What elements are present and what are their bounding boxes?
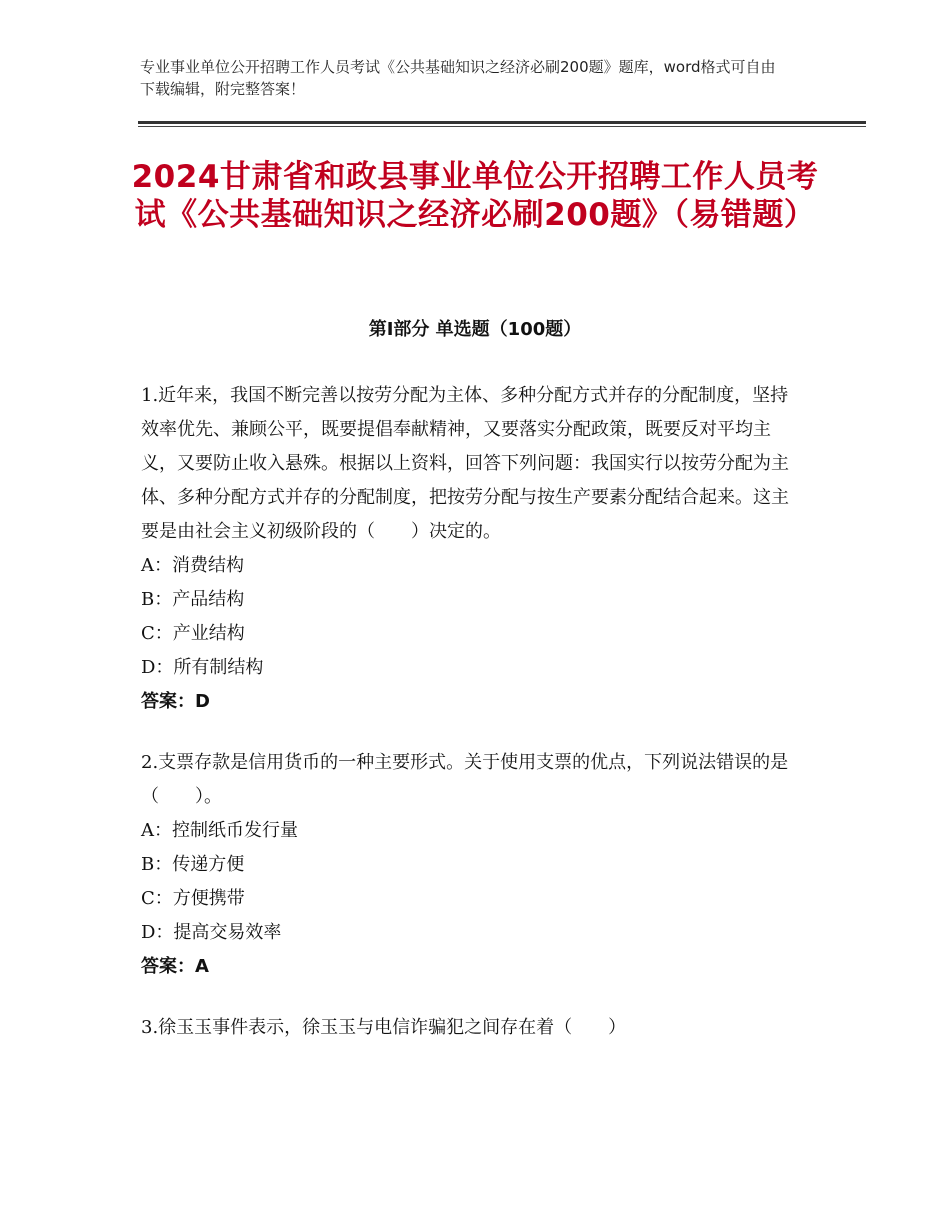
question-1 [141, 379, 801, 719]
question-stem: 1.近年来，我国不断完善以按劳分配为主体、多种分配方式并存的分配制度，坚持效率优先、兼顾公平，既要提倡奉献精神，又要落实分配政策，既要反对平均主义，又要防止收入悬殊。根据以上资料，回答下列问题：我国实行以按劳分配为主体、多种分配方式并存的分配制度，把按劳分配与按生产要素分配结合起来。这主要是由社会主义初级阶段的（ ）决定的。 [141, 385, 789, 542]
document-header-text: 专业事业单位公开招聘工作人员考试《公共基础知识之经济必刷200题》题库，word格式可自由下载编辑，附完整答案！ [140, 58, 776, 98]
document-title: 2024甘肃省和政县事业单位公开招聘工作人员考试《公共基础知识之经济必刷200题》（易错题） [131, 159, 819, 233]
question-stem: 3.徐玉玉事件表示，徐玉玉与电信诈骗犯之间存在着（ ） [141, 1017, 627, 1038]
question-2 [141, 746, 801, 984]
question-3 [141, 1011, 801, 1045]
question-stem: 2.支票存款是信用货币的一种主要形式。关于使用支票的优点，下列说法错误的是（ ）。 [141, 752, 789, 807]
question-list [141, 379, 801, 1072]
section-title: 第Ⅰ部分 单选题（100题） [368, 319, 582, 340]
option-a: A：控制纸币发行量 [141, 820, 298, 841]
option-d: D：提高交易效率 [141, 922, 282, 943]
option-b: B：产品结构 [141, 589, 245, 610]
header-divider-thick [138, 121, 866, 124]
question-answer: 答案：A [141, 956, 209, 977]
option-d: D：所有制结构 [141, 657, 264, 678]
header-divider-thin [138, 126, 866, 127]
option-c: C：产业结构 [141, 623, 245, 644]
question-answer: 答案：D [141, 691, 210, 712]
option-b: B：传递方便 [141, 854, 245, 875]
option-a: A：消费结构 [141, 555, 244, 576]
option-c: C：方便携带 [141, 888, 245, 909]
